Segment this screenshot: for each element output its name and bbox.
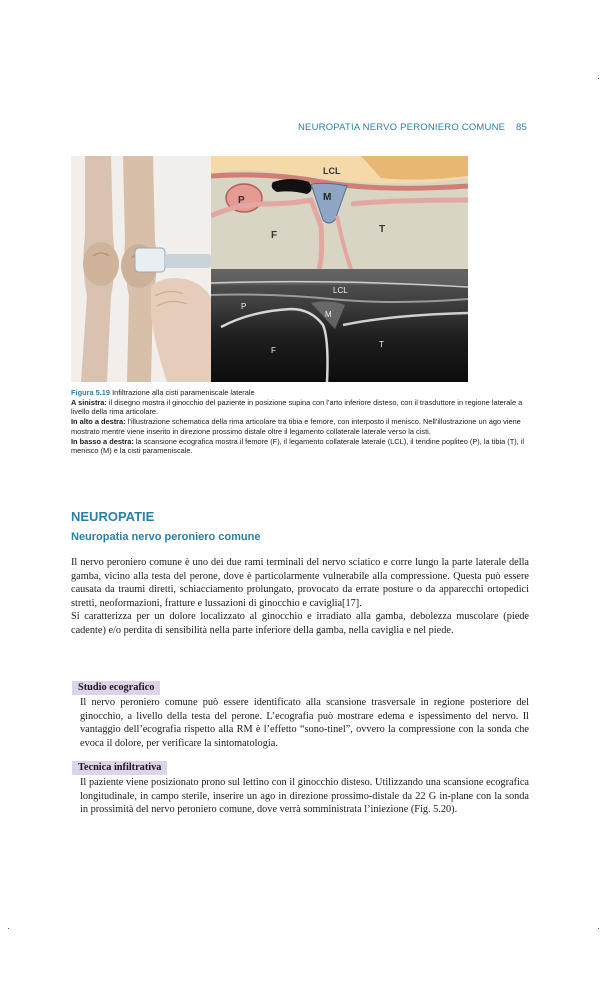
caption-bottomright-label: In basso a destra:	[71, 436, 134, 446]
caption-bottomright	[71, 437, 531, 456]
joint-schematic	[211, 156, 468, 269]
caption-topright-text: l’illustrazione schematica della rima articolare tra tibia e femore, con interposto il menisco. Nell’illustrazione un ago viene mostrato mentre viene inserito in direzione prossimo distale oltre il legamento collaterale laterale verso la cisti.	[71, 417, 521, 436]
running-title: NEUROPATIA NERVO PERONIERO COMUNE	[298, 122, 506, 133]
page-number: 85	[516, 122, 527, 133]
box-text-tecnica-infiltrativa: Il paziente viene posizionato prono sul lettino con il ginocchio disteso. Utilizzando una scansione ecografica longitudinale, in campo sterile, inserire un ago in direzione prossimo-distale da 22 G in-plane con la sonda in prossimità del nervo peroniero comune, dove verrà somministrata l’iniezione (Fig. 5.20).	[80, 777, 529, 816]
label-F: F	[271, 230, 278, 241]
label-T: T	[379, 224, 386, 235]
box-heading-studio-ecografico: Studio ecografico	[72, 681, 160, 695]
crop-mark	[8, 928, 9, 929]
caption-topright	[71, 417, 531, 436]
box-text-studio-ecografico: Il nervo peroniero comune può essere identificato alla scansione trasversale in regione posteriore del ginocchio, a livello della testa del perone. L’ecografia può mostrare edema e ispessimento del nervo. Il vantaggio dell’ecografia rispetto alla RM è l’effetto “sono-tinel”, ovvero la compressione con la sonda che evoca il dolore, per verificare la sintomatologia.	[80, 697, 529, 749]
section-title: NEUROPATIE	[71, 509, 155, 524]
us-label-T: T	[379, 340, 384, 349]
label-M: M	[323, 192, 332, 203]
us-label-LCL: LCL	[333, 286, 348, 295]
caption-left	[71, 398, 531, 417]
figure-title: Infiltrazione alla cisti parameniscale laterale	[110, 388, 255, 397]
label-P: P	[238, 195, 245, 206]
caption-left-text: il disegno mostra il ginocchio del paziente in posizione supina con l’arto inferiore disteso, con il trasduttore in regione laterale a livello della rima articolare.	[71, 397, 523, 417]
knee-illustration	[71, 156, 211, 382]
us-label-P: P	[241, 302, 247, 311]
section-subtitle: Neuropatia nervo peroniero comune	[71, 531, 261, 543]
paragraph: Si caratterizza per un dolore localizzato al ginocchio e irradiato alla gamba, debolezza muscolare (piede cadente) e/o perdita di sensibilità nella parte inferiore della gamba, nella caviglia e nel piede.	[71, 611, 529, 636]
us-label-F: F	[271, 346, 276, 355]
caption-left-label: A sinistra:	[71, 397, 107, 407]
label-LCL: LCL	[323, 166, 341, 176]
running-head	[298, 122, 527, 133]
box-heading-tecnica-infiltrativa: Tecnica infiltrativa	[72, 761, 167, 775]
figure-caption	[71, 388, 531, 456]
paragraph: Il nervo peroniero comune è uno dei due rami terminali del nervo sciatico e corre lungo la parte laterale della gamba, vicino alla testa del perone, dove è particolarmente vulnerabile alla compressione. Questa può essere causata da traumi diretti, schiacciamento prolungato, provocato da errate posture o da apparecchi ortopedici stretti, neoformazioni, fratture e lussazioni di ginocchio e caviglia[17].	[71, 557, 529, 609]
figure-label: Figura 5.19	[71, 388, 111, 397]
us-label-M: M	[325, 310, 332, 319]
caption-bottomright-text: la scansione ecografica mostra il femore (F), il legamento collaterale laterale (LCL), il tendine popliteo (P), la tibia (T), il menisco (M) e la cisti parameniscale.	[71, 436, 525, 456]
crop-mark	[598, 78, 599, 79]
figure-5-19	[71, 156, 468, 382]
caption-topright-label: In alto a destra:	[71, 417, 126, 427]
caption-title-line	[71, 388, 531, 398]
body-text	[71, 556, 529, 638]
crop-mark	[598, 928, 599, 929]
ultrasound-scan	[211, 269, 468, 382]
